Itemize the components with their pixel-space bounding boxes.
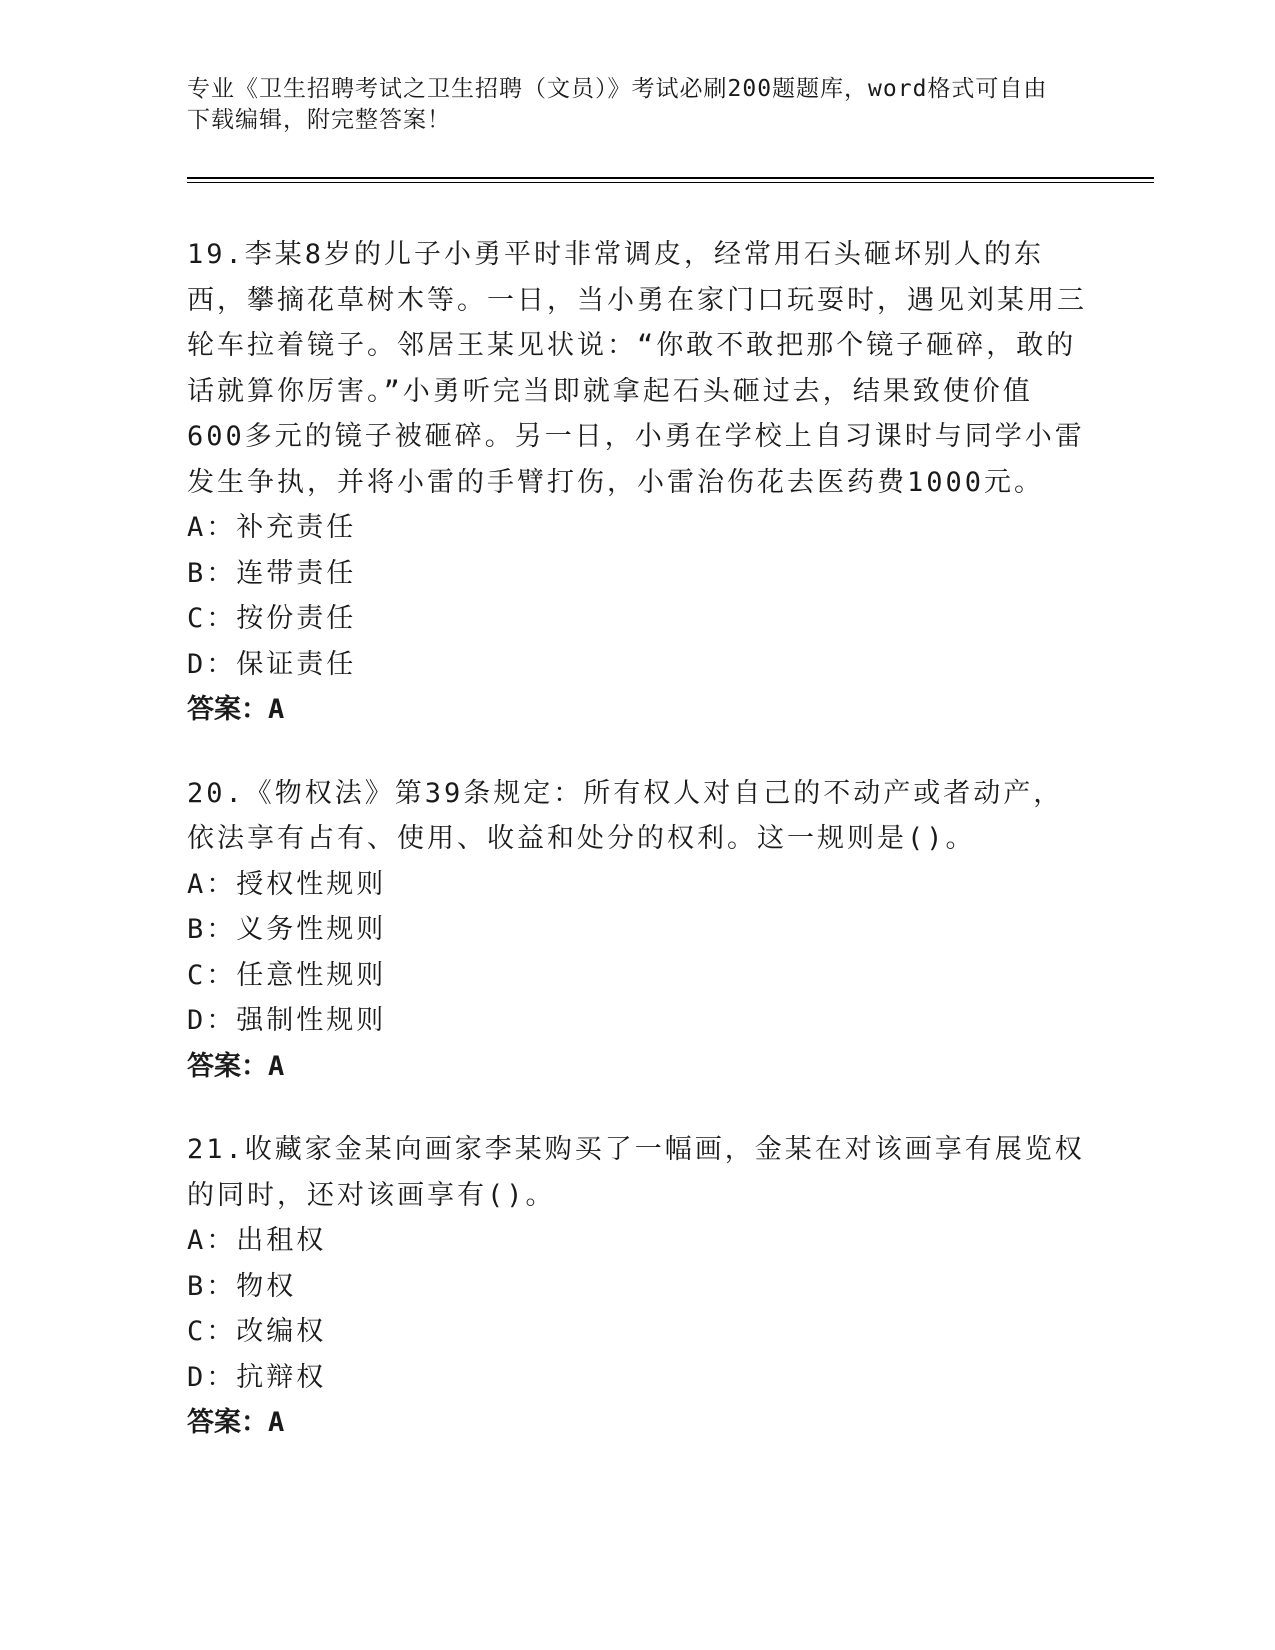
question-stem: 19.李某8岁的儿子小勇平时非常调皮，经常用石头砸坏别人的东西，攀摘花草树木等。一日，当小勇在家门口玩耍时，遇见刘某用三轮车拉着镜子。邻居王某见状说：“你敢不敢把那个镜子砸碎，敢的话就算你厉害。”小勇听完当即就拿起石头砸过去，结果致使价值600多元的镜子被砸碎。另一日，小勇在学校上自习课时与同学小雷发生争执，并将小雷的手臂打伤，小雷治伤花去医药费1000元。 (187, 239, 1087, 498)
question-stem: 20.《物权法》第39条规定：所有权人对自己的不动产或者动产，依法享有占有、使用、收益和处分的权利。这一规则是()。 (187, 777, 1064, 854)
option-b: B：义务性规则 (187, 914, 387, 945)
option-d: D：强制性规则 (187, 1005, 387, 1036)
question-21 (187, 1127, 1087, 1446)
option-a: A：授权性规则 (187, 868, 387, 900)
question-list (187, 232, 1087, 1484)
header-divider-thin (187, 182, 1154, 183)
answer-line: 答案：A (187, 1050, 285, 1082)
option-c: C：改编权 (187, 1316, 327, 1347)
option-a: A：出租权 (187, 1225, 327, 1256)
option-b: B：物权 (187, 1270, 297, 1302)
answer-line: 答案：A (187, 694, 285, 725)
option-a: A：补充责任 (187, 512, 357, 543)
option-d: D：抗辩权 (187, 1361, 327, 1393)
question-stem: 21.收藏家金某向画家李某购买了一幅画，金某在对该画享有展览权的同时，还对该画享有()。 (187, 1134, 1085, 1211)
option-c: C：按份责任 (187, 603, 357, 634)
option-b: B：连带责任 (187, 557, 357, 589)
question-19 (187, 232, 1087, 733)
option-d: D：保证责任 (187, 648, 357, 680)
header-divider-thick (187, 177, 1154, 179)
option-c: C：任意性规则 (187, 959, 387, 991)
document-header-title: 专业《卫生招聘考试之卫生招聘（文员）》考试必刷200题题库，word格式可自由下载编辑，附完整答案！ (187, 76, 1048, 133)
question-20 (187, 771, 1087, 1090)
answer-line: 答案：A (187, 1407, 285, 1438)
